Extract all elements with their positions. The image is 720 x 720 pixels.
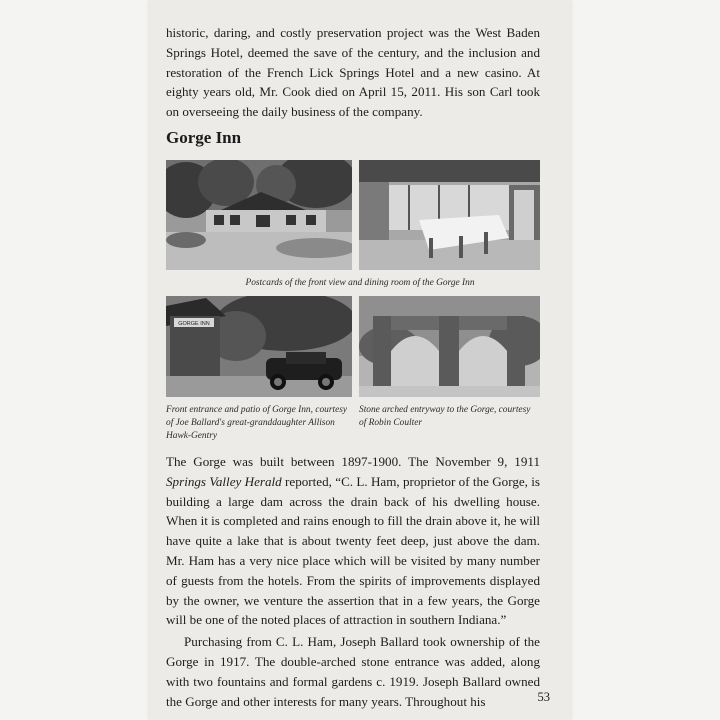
body-paragraph-2: Purchasing from C. L. Ham, Joseph Ballard took ownership of the Gorge in 1917. The double-arched stone entrance was added, along with two fountains and formal gardens c. 1919. Joseph Ballard owned the Gorge and other interests for many years. Throughout his — [166, 634, 540, 709]
book-page — [150, 0, 570, 720]
caption-front-entrance: Front entrance and patio of Gorge Inn, courtesy of Joe Ballard's great-granddaughter Allison Hawk-Gentry — [166, 405, 348, 441]
body-text — [166, 452, 540, 711]
caption-postcards: Postcards of the front view and dining room of the Gorge Inn — [245, 278, 475, 288]
postcard-front-view-photo — [166, 160, 352, 270]
section-heading: Gorge Inn — [166, 128, 242, 147]
newspaper-title: Springs Valley Herald — [166, 473, 282, 489]
body-paragraph-1-part-2: reported, “C. L. Ham, proprietor of the Gorge, is building a large dam across the drain back of his dwelling house. When it is completed and rains enough to fill the drain above it, he will have quite a lake that is about twenty feet deep, just above the dam. Mr. Ham has a very nice place which will be visited by many number of guests from the hotels. From the spirits of improvements displayed by the owner, we venture the assertion that in a few years, the Gorge will be one of the noted places of attraction in southern Indiana.” — [166, 473, 540, 628]
body-paragraph-1-part-1: The Gorge was built between 1897-1900. The November 9, 1911 — [166, 454, 540, 469]
body-paragraph-1 — [166, 452, 540, 630]
top-paragraph-text: historic, daring, and costly preservation project was the West Baden Springs Hotel, deemed the save of the century, and the inclusion and restoration of the French Lick Springs Hotel and a new casino. At eighty years old, Mr. Cook died on April 15, 2011. His son Carl took on overseeing the daily business of the company. — [166, 25, 540, 120]
front-entrance-photo — [166, 296, 352, 397]
stone-arched-entryway-photo — [359, 296, 540, 397]
top-paragraph — [166, 23, 540, 122]
caption-arched-entryway: Stone arched entryway to the Gorge, courtesy of Robin Coulter — [359, 405, 531, 428]
page-number: 53 — [537, 690, 550, 704]
gorge-inn-sign: GORGE INN — [178, 321, 210, 327]
postcard-dining-room-photo — [359, 160, 540, 270]
